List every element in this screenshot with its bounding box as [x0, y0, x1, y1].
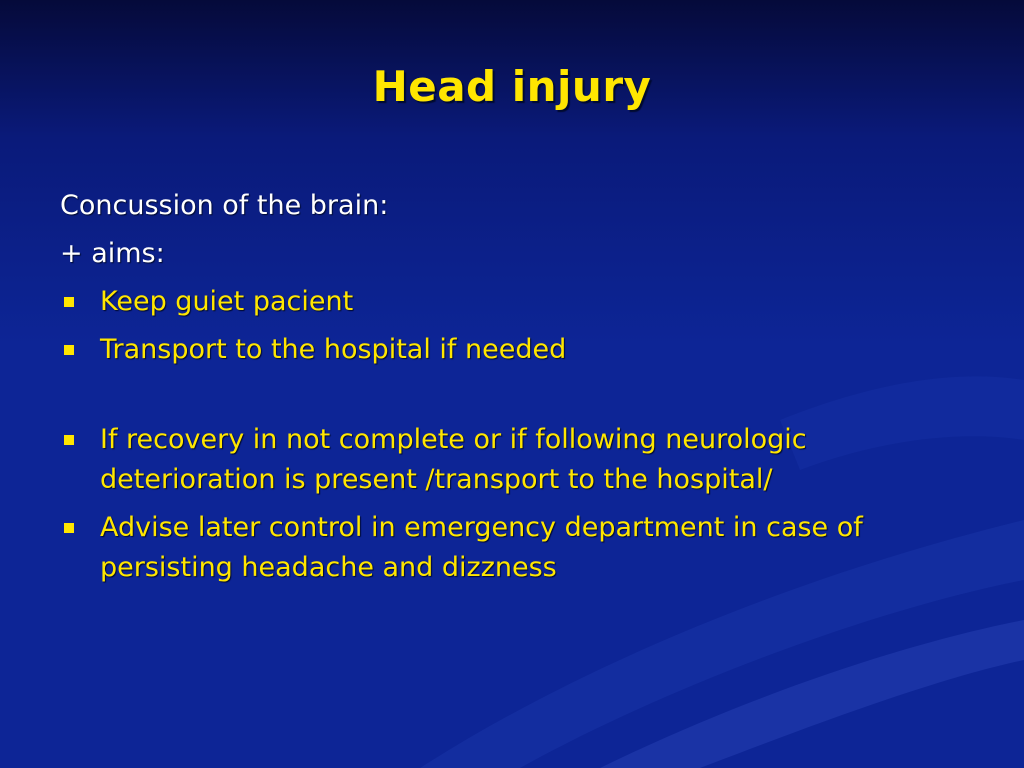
bullet-text: Keep guiet pacient	[100, 286, 354, 317]
slide-title: Head injury	[372, 62, 652, 111]
bullet-item	[60, 508, 970, 588]
bullet-text: If recovery in not complete or if following neurologic deterioration is present /transport to the hospital/	[100, 424, 807, 495]
square-bullet-icon	[64, 435, 74, 445]
square-bullet-icon	[64, 345, 74, 355]
square-bullet-icon	[64, 297, 74, 307]
spacer	[60, 378, 970, 420]
bullet-item	[60, 330, 970, 370]
bullet-item	[60, 282, 970, 322]
aims-line: + aims:	[60, 238, 165, 269]
bullet-text: Transport to the hospital if needed	[100, 334, 567, 365]
slide-body	[60, 186, 970, 596]
intro-line: Concussion of the brain:	[60, 190, 389, 221]
bullet-text: Advise later control in emergency department in case of persisting headache and dizzness	[100, 512, 863, 583]
square-bullet-icon	[64, 523, 74, 533]
bullet-item	[60, 420, 970, 500]
